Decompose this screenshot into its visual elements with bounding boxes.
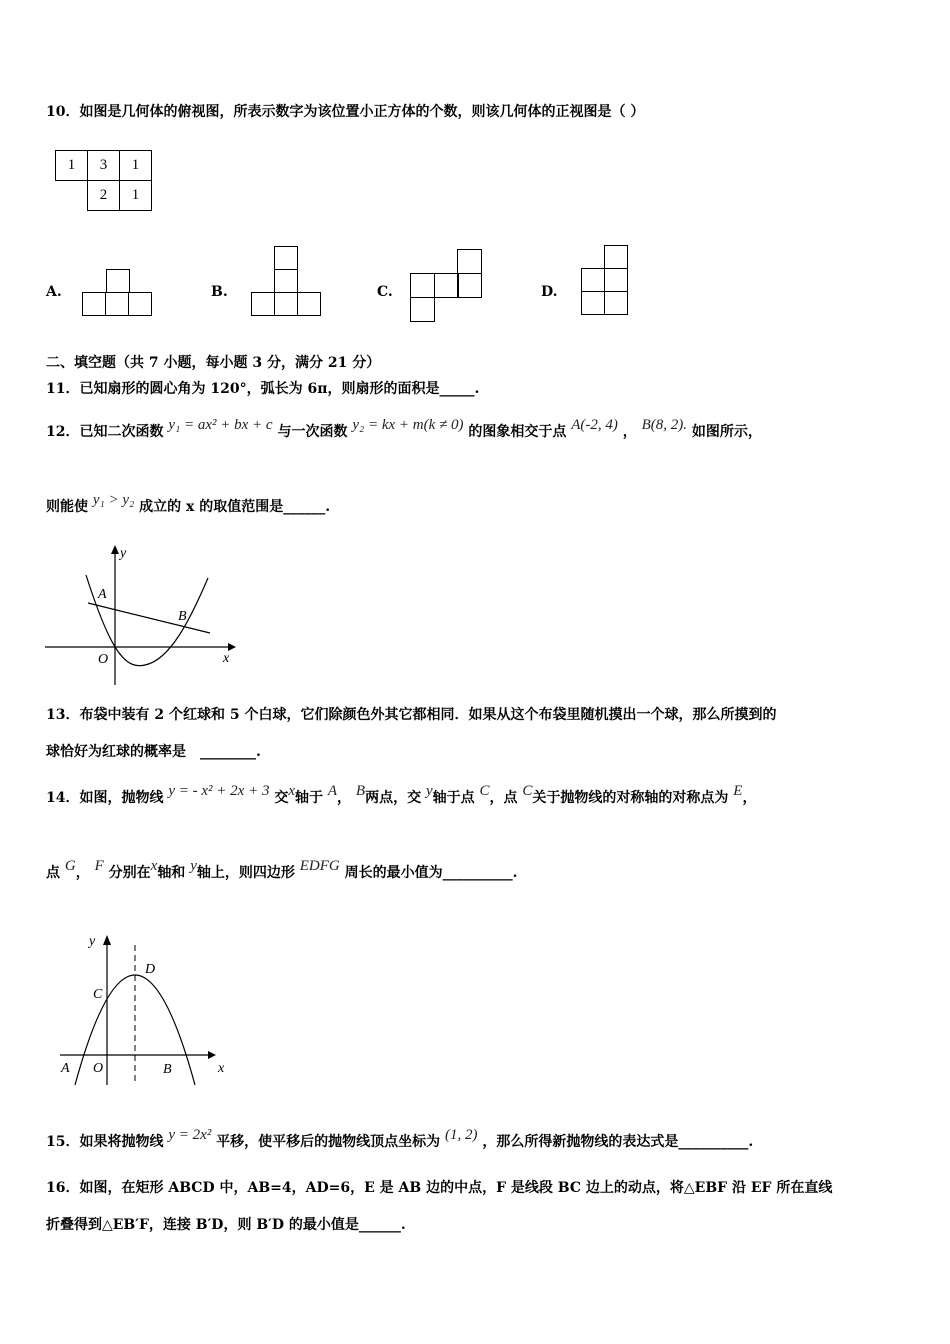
q16-stem-line1: 16．如图，在矩形 ABCD 中，AB=4，AD=6，E 是 AB 边的中点，F 是线段 BC 边上的动点，将△EBF 沿 EF 所在直线 (46, 1180, 833, 1196)
q12-inequality: y₁ > y₂ (92, 492, 135, 508)
option-d-label[interactable]: D. (541, 284, 558, 300)
q11-stem: 11．已知扇形的圆心角为 120°，弧长为 6π，则扇形的面积是_____. (46, 381, 480, 397)
label-o: O (93, 1061, 104, 1076)
option-b-label[interactable]: B. (211, 284, 228, 300)
grid-cell: 1 (56, 151, 88, 181)
q14-graph (55, 925, 240, 1090)
label-y: y (120, 546, 127, 561)
label-a: A (98, 587, 107, 602)
label-o: O (98, 652, 109, 667)
section-heading: 二、填空题（共 7 小题，每小题 3 分，满分 21 分） (46, 355, 381, 371)
q10-stem: 10．如图是几何体的俯视图，所表示数字为该位置小正方体的个数，则该几何体的正视图是（ ） (46, 104, 645, 120)
label-x: x (223, 651, 230, 666)
q12-point-a: A(-2, 4) (571, 417, 618, 433)
grid-cell: 2 (88, 181, 120, 211)
q13-stem-line1: 13．布袋中装有 2 个红球和 5 个白球，它们除颜色外其它都相同．如果从这个布袋里随机摸出一个球，那么所摸到的 (46, 707, 777, 723)
grid-cell: 1 (120, 151, 152, 181)
grid-cell: 1 (120, 181, 152, 211)
q12-linear-formula: y₂ = kx + m(k ≠ 0) (352, 417, 464, 433)
label-b: B (178, 609, 187, 624)
label-a: A (61, 1061, 70, 1076)
q15-vertex: (1, 2) (445, 1127, 478, 1143)
y-axis-arrow-icon (103, 935, 111, 945)
option-a-label[interactable]: A. (46, 284, 62, 300)
q13-stem-line2: 球恰好为红球的概率是 ________. (46, 744, 261, 760)
q14-stem-line2: 点 G， F 分别在x轴和 y轴上，则四边形 EDFG 周长的最小值为__________. (46, 858, 518, 881)
q12-stem-line2: 则能使 y₁ > y₂ 成立的 x 的取值范围是______. (46, 492, 331, 515)
q15-parabola-formula: y = 2x² (168, 1127, 212, 1143)
label-b: B (163, 1062, 172, 1077)
label-y: y (89, 934, 96, 949)
q16-stem-line2: 折叠得到△EB′F，连接 B′D，则 B′D 的最小值是______. (46, 1217, 406, 1233)
q12-graph (40, 540, 240, 690)
q12-stem-line1: 12．已知二次函数 y₁ = ax² + bx + c 与一次函数 y₂ = kx + m(k ≠ 0) 的图象相交于点 A(-2, 4) ， B(8, 2). 如图所示， (46, 417, 762, 440)
q14-parabola-formula: y = - x² + 2x + 3 (168, 783, 270, 799)
grid-cell-empty (56, 181, 88, 211)
q14-stem-line1: 14．如图，抛物线 y = - x² + 2x + 3 交x轴于 A， B两点，交 y轴于点 C，点 C关于抛物线的对称轴的对称点为 E， (46, 783, 757, 806)
grid-cell: 3 (88, 151, 120, 181)
line-curve (88, 603, 210, 633)
option-c-label[interactable]: C. (377, 284, 393, 300)
x-axis-arrow-icon (228, 643, 236, 651)
q12-quadratic-formula: y₁ = ax² + bx + c (168, 417, 273, 433)
q12-point-b: B(8, 2). (641, 417, 688, 433)
q15-stem: 15．如果将抛物线 y = 2x² 平移，使平移后的抛物线顶点坐标为 (1, 2) ，那么所得新抛物线的表达式是__________. (46, 1127, 754, 1150)
y-axis-arrow-icon (111, 545, 119, 554)
label-d: D (145, 962, 156, 977)
x-axis-arrow-icon (208, 1051, 216, 1059)
label-x: x (218, 1061, 225, 1076)
label-c: C (93, 987, 103, 1002)
q10-top-view-grid (55, 150, 152, 211)
